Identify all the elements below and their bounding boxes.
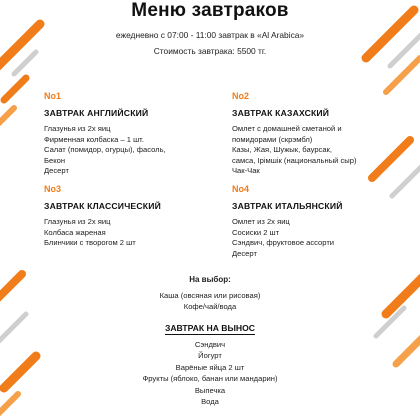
- menu-item: Глазунья из 2х яиц: [44, 124, 111, 133]
- schedule-text: ежедневно с 07:00 - 11:00 завтрак в «Al Arabica»: [115, 30, 305, 40]
- takeaway-item: Йогурт: [198, 351, 222, 361]
- menu-item: Сэндвич, фруктовое ассорти: [232, 238, 335, 248]
- takeaway-title-text: ЗАВТРАК НА ВЫНОС: [164, 323, 256, 333]
- choice-item: Каша (овсяная или рисовая): [159, 291, 261, 300]
- menu-item: Бекон: [44, 155, 66, 165]
- menu-3-number: No3: [44, 184, 62, 194]
- takeaway-item: Фрукты (яблоко, банан или мандарин): [142, 374, 278, 384]
- takeaway-item: Вода: [201, 397, 219, 407]
- menu-1-items: [44, 124, 166, 177]
- menu-item: Казы, Жая, Шужык, баурсак,: [232, 145, 332, 155]
- takeaway-item: Варёные яйца 2 шт: [175, 362, 245, 372]
- choice-label: На выбор:: [189, 275, 231, 284]
- menu-2-name: ЗАВТРАК КАЗАХСКИЙ: [232, 108, 330, 118]
- menu-1-number: No1: [44, 91, 62, 101]
- menu-1-name: ЗАВТРАК АНГЛИЙСКИЙ: [44, 108, 149, 118]
- menu-2-items: [232, 124, 357, 177]
- menu-2-number: No2: [232, 91, 250, 101]
- takeaway-items: [0, 339, 420, 407]
- menu-item: Десерт: [44, 166, 69, 176]
- menu-item: самса, Ірімшік (национальный сыр): [232, 155, 357, 165]
- menu-item: Чак-Чак: [232, 166, 260, 176]
- price-text: Стоимость завтрака: 5500 тг.: [153, 46, 267, 56]
- menu-4-name: ЗАВТРАК ИТАЛЬЯНСКИЙ: [232, 201, 343, 211]
- menu-item: Глазунья из 2х яиц: [44, 217, 111, 226]
- takeaway-item: Сэндвич: [194, 340, 226, 349]
- menu-item: Омлет из 2х яиц: [232, 217, 290, 226]
- takeaway-item: Выпечка: [194, 385, 226, 395]
- menu-item: Салат (помидор, огурцы), фасоль,: [44, 145, 166, 155]
- menu-4-items: [232, 217, 334, 259]
- menu-item: Колбаса жареная: [44, 227, 106, 237]
- menu-3-items: [44, 217, 136, 249]
- menu-item: Десерт: [232, 248, 257, 258]
- menu-item: Блинчики с творогом 2 шт: [44, 238, 136, 248]
- menu-item: Омлет с домашней сметаной и: [232, 124, 342, 133]
- takeaway-title: [0, 323, 420, 333]
- page-title: Меню завтраков: [131, 0, 289, 21]
- menu-item: Фирменная колбаска – 1 шт.: [44, 134, 144, 144]
- menu-4-number: No4: [232, 184, 250, 194]
- choice-item: Кофе/чай/вода: [183, 302, 237, 311]
- menu-item: помидорами (скрэмбл): [232, 134, 313, 144]
- menu-item: Сосиски 2 шт: [232, 227, 280, 237]
- menu-3-name: ЗАВТРАК КЛАССИЧЕСКИЙ: [44, 201, 161, 211]
